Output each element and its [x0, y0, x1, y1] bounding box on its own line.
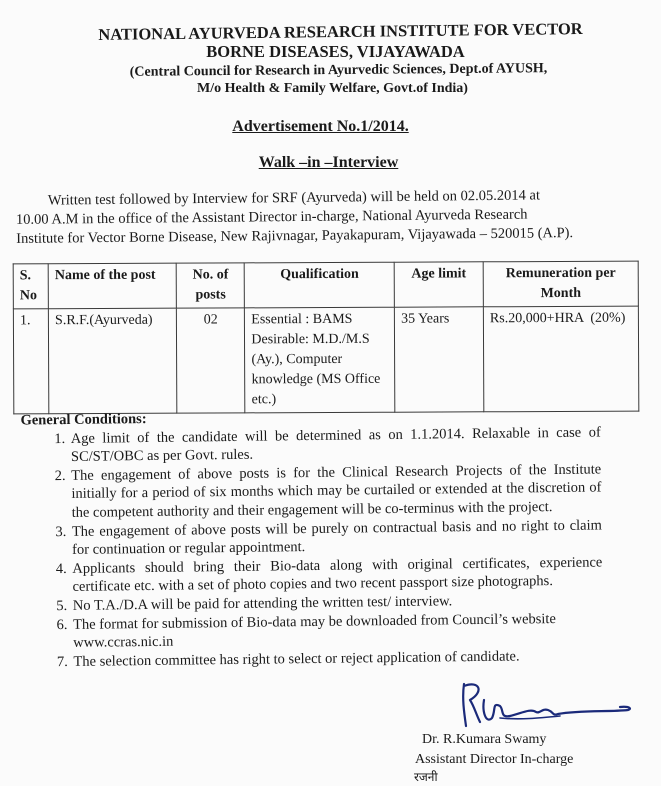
cell-qualification — [245, 307, 395, 413]
intro-line-2: 10.00 A.M in the office of the Assistant Director in-charge, National Ayurveda Research — [15, 206, 528, 228]
hindi-initials: रजनी — [414, 770, 438, 784]
col-header-count: No. of posts — [176, 263, 244, 308]
intro-line-3: Institute for Vector Borne Disease, New Rajivnagar, Payakapuram, Vijayawada – 520015 (A.P). — [16, 225, 574, 247]
condition-item: 1. Age limit of the candidate will be determined as on 1.1.2014. Relaxable in case of SC/ST/OBC as per Govt. rules. — [69, 423, 601, 467]
walk-in-subtitle-text: Walk –in –Interview — [258, 154, 399, 171]
col-header-age-limit: Age limit — [394, 262, 483, 307]
council-line: (Central Council for Research in Ayurvedic Sciences, Dept.of AYUSH, — [129, 61, 548, 80]
conditions-list — [21, 423, 604, 672]
col-header-post: Name of the post — [48, 263, 176, 309]
posts-table — [13, 261, 640, 415]
intro-line-1: Written test followed by Interview for SRF (Ayurveda) will be held on 02.05.2014 at — [47, 187, 541, 209]
cell-count: 02 — [177, 308, 246, 413]
qualification-essential: Essential : BAMS — [251, 311, 353, 328]
condition-item — [71, 609, 603, 653]
condition-item: 5. No T.A./D.A will be paid for attending the written test/ interview. — [71, 590, 603, 615]
general-conditions — [20, 404, 603, 671]
council-website-link[interactable]: www.ccras.nic.in — [73, 633, 174, 652]
intro-paragraph — [16, 186, 577, 249]
col-header-remuneration: Remuneration per Month — [483, 261, 638, 307]
condition-item: 7. The selection committee has right to select or reject application of candidate. — [71, 646, 603, 671]
table-header-row — [13, 261, 638, 309]
table-row — [13, 306, 638, 414]
signatory-name: Dr. R.Kumara Swamy — [422, 732, 547, 747]
condition-item: 2. The engagement of above posts is for the Clinical Research Projects of the Institute initially for a period of six months which may be curtailed or extended at the discretion of the competent authority and their engagement will be co-terminus with the project. — [69, 460, 602, 522]
col-header-sno: S. No — [13, 264, 48, 309]
condition-6-text: The format for submission of Bio-data may be downloaded from Council’s website — [72, 610, 556, 633]
advertisement-title-text: Advertisement No.1/2014. — [232, 118, 409, 135]
ministry-line: M/o Health & Family Welfare, Govt.of India) — [197, 81, 468, 96]
signatory-designation: Assistant Director In-charge — [415, 752, 574, 767]
cell-post: S.R.F.(Ayurveda) — [48, 308, 177, 414]
condition-item: 3. The engagement of above posts will be purely on contractual basis and no right to claim for continuation or regular appointment. — [70, 516, 602, 560]
qualification-desirable: Desirable: M.D./M.S (Ay.), Computer knowledge (MS Office etc.) — [251, 331, 381, 408]
walk-in-subtitle — [0, 154, 659, 172]
institute-name-line2: BORNE DISEASES, VIJAYAWADA — [206, 42, 465, 61]
cell-sno: 1. — [13, 309, 49, 414]
general-conditions-title: General Conditions: — [20, 411, 147, 429]
institute-name-line1: NATIONAL AYURVEDA RESEARCH INSTITUTE FOR VECTOR — [98, 19, 583, 44]
cell-remuneration: Rs.20,000+HRA (20%) — [483, 306, 638, 412]
advertisement-title — [0, 118, 651, 136]
condition-item: 4. Applicants should bring their Bio-data along with original certificates, experience certificate etc. with a set of photo copies and two recent passport size photographs. — [70, 553, 602, 597]
col-header-qualification: Qualification — [245, 262, 395, 308]
cell-age-limit: 35 Years — [395, 307, 484, 412]
signature-scribble-icon — [440, 678, 640, 738]
